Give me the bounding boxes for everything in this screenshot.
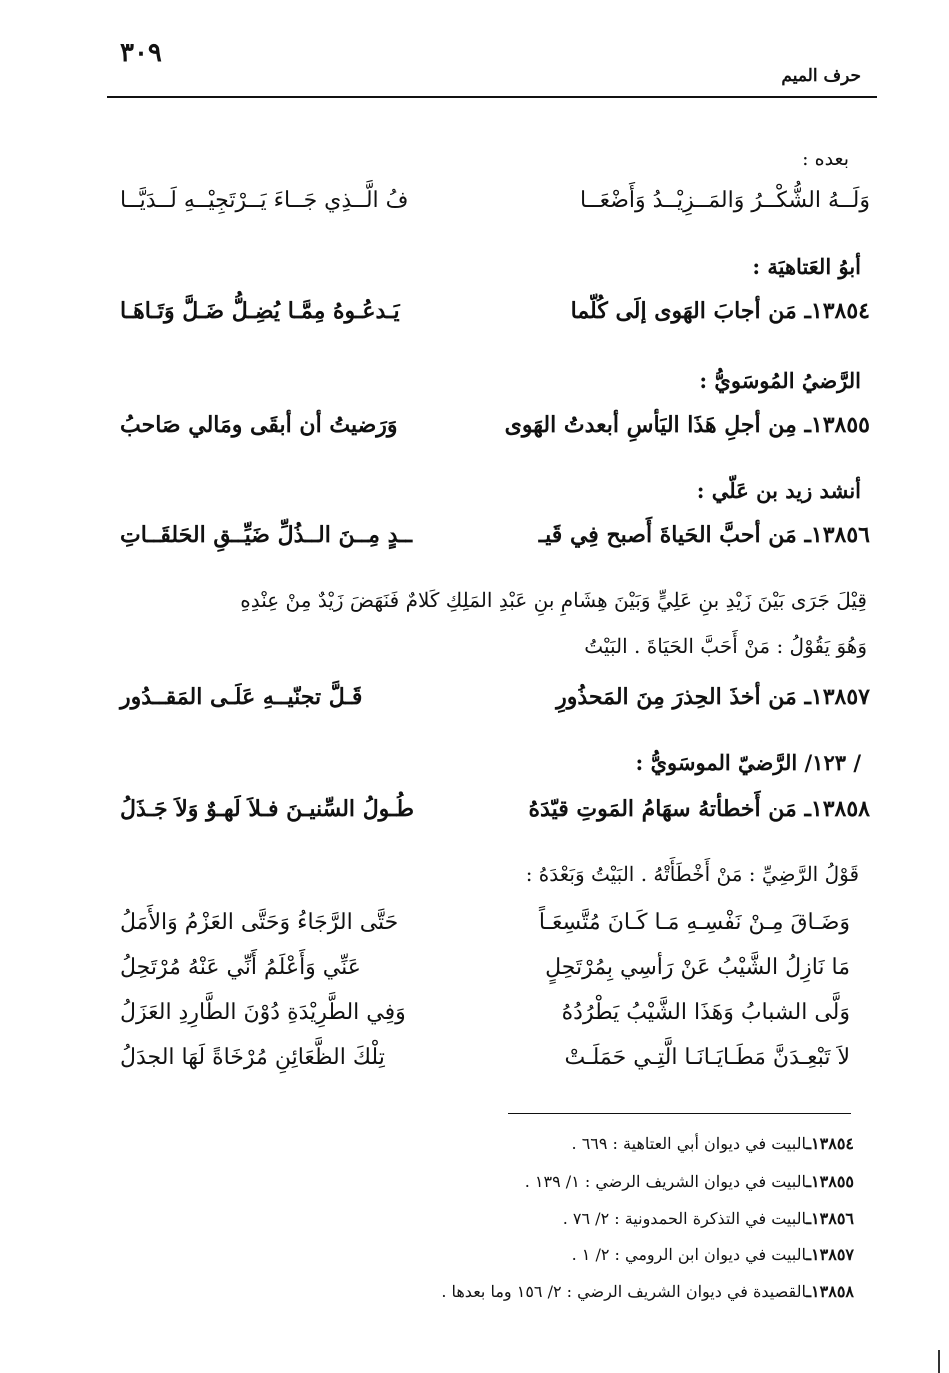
verse-second-hemistich: حَتَّى الرَّجَاءُ وَحَتَّى العَزْمُ وَالأَمَلُ — [120, 910, 399, 935]
footnote-text: البيت في ديوان ابن الرومي : ٢/ ١ . — [571, 1245, 807, 1264]
verse-first-hemistich: ١٣٨٥٤ـ مَن أجابَ الهَوى إلَى كُلّما — [570, 298, 870, 324]
verse-first-hemistich: ١٣٨٥٦ـ مَن أحبَّ الحَياةَ أَصبح فِي قَيـ — [538, 522, 870, 548]
footnote-number: ١٣٨٥٧ـ — [806, 1245, 854, 1264]
verse-first-hemistich: ١٣٨٥٥ـ مِن أجلِ هَذَا اليَأسِ أبعدتُ الهَوى — [504, 412, 870, 438]
verse-13854 — [110, 298, 870, 338]
verse-first-hemistich: لاَ تَبْعِـدَنَّ مَطَـايَـانَـا الَّتِـي حَمَلَـتْ — [564, 1045, 850, 1070]
page-number: ٣٠٩ — [120, 38, 162, 68]
footnote-item — [525, 1172, 854, 1191]
footnote-text: القصيدة في ديوان الشريف الرضي : ٢/ ١٥٦ وما بعدها . — [441, 1282, 807, 1301]
verse-second-hemistich: تِلْكَ الظَّعَائِنِ مُرْخَاةً لَهَا الجدَلُ — [120, 1045, 385, 1070]
footnote-number: ١٣٨٥٨ـ — [806, 1282, 854, 1301]
footnote-item — [441, 1282, 854, 1301]
verse-13855 — [110, 412, 870, 452]
header-rule — [107, 96, 877, 98]
poet-name-abu-alatahiya: أبوُ العَتاهيَة : — [752, 254, 861, 279]
poem-line — [110, 910, 870, 950]
verse-first-hemistich: وَضَـاقَ مِـنْ نَفْسِـهِ مَـا كَـانَ مُتَّسِعَـاً — [538, 910, 850, 935]
verse-first-hemistich: وَلَّى الشبابُ وَهَذَا الشَّيْبُ يَطْرُدُهُ — [561, 1000, 850, 1025]
verse-second-hemistich: يَـدعُـوهُ مِمَّـا يُضِـلُّ ضَـلَّ وَتَـاهَـا — [120, 298, 400, 324]
poet-name-radi-1: الرَّضيُ المُوسَويُّ : — [699, 368, 861, 393]
intro-label: بعده : — [802, 148, 849, 170]
verse-first-hemistich: ١٣٨٥٧ـ مَن أخذَ الحِذرَ مِنَ المَحذُورِ — [556, 684, 870, 710]
verse-second-hemistich: وَفِي الطَّرِيْدَةِ دُوْنَ الطَّارِدِ العَزَلُ — [120, 1000, 406, 1025]
verse-first-hemistich: ١٣٨٥٨ـ مَن أَخطأتهُ سهَامُ المَوتِ قيّدَهُ — [528, 796, 870, 822]
prose-note-zayd-line1: قِيْلَ جَرَى بَيْنَ زَيْدِ بنِ عَلِيٍّ وَبَيْنَ هِشَامِ بنِ عَبْدِ المَلِكِ كَلامٌ فَنَهَضَ زَيْدٌ مِنْ عِنْدِهِ — [240, 588, 867, 612]
footnote-item — [563, 1209, 854, 1228]
footnote-rule — [508, 1113, 851, 1114]
poet-name-radi-2: / ١٢٣/ الرَّضيّ الموسَويُّ : — [635, 750, 861, 775]
verse-13856 — [110, 522, 870, 562]
verse-13857 — [110, 684, 870, 724]
chapter-title: حرف الميم — [781, 66, 861, 86]
poet-name-zayd: أنشد زيد بن عَلّي : — [696, 478, 861, 503]
verse-continuation — [110, 188, 870, 228]
footnote-text: البيت في ديوان الشريف الرضي : ١/ ١٣٩ . — [524, 1172, 807, 1191]
scan-margin-mark — [938, 1350, 940, 1373]
poem-line — [110, 955, 870, 995]
footnote-number: ١٣٨٥٦ـ — [806, 1209, 854, 1228]
prose-note-zayd-line2: وَهُوَ يَقُوْلُ : مَنْ أَحَبَّ الحَيَاةَ . البَيْتُ — [584, 634, 867, 658]
verse-second-hemistich: طُـولُ السِّنيـنَ فـلاَ لَهـوٌ وَلاَ جَـذَلُ — [120, 796, 415, 822]
verse-second-hemistich: فُ الَّــذِي جَــاءَ يَــرْتَجِيْــهِ لَــدَيَّــا — [120, 188, 409, 213]
poem-line — [110, 1000, 870, 1040]
footnote-text: البيت في ديوان أبي العتاهية : ٦٦٩ . — [571, 1134, 807, 1153]
footnote-item — [572, 1134, 854, 1153]
verse-13858 — [110, 796, 870, 836]
footnote-item — [572, 1245, 854, 1264]
verse-second-hemistich: وَرَضيتُ أن أبقَى ومَالي صَاحبُ — [120, 412, 398, 438]
verse-second-hemistich: ــدٍ مِــنَ الــذُلِّ ضَيِّــقِ الحَلقَــاتِ — [120, 522, 413, 548]
footnote-text: البيت في التذكرة الحمدونية : ٢/ ٧٦ . — [562, 1209, 807, 1228]
verse-first-hemistich: مَا نَازِلُ الشَّيْبُ عَنْ رَأسِي بِمُرْتَحِلٍ — [545, 955, 850, 980]
verse-first-hemistich: وَلَــهُ الشُّكْــرُ وَالمَــزِيْــدُ وَأَضْعَــا — [580, 188, 870, 213]
verse-second-hemistich: عَنِّي وَأَعْلَمُ أَنِّي عَنْهُ مُرْتَحِلُ — [120, 955, 361, 980]
footnote-number: ١٣٨٥٤ـ — [806, 1134, 854, 1153]
poem-line — [110, 1045, 870, 1085]
verse-second-hemistich: قَـلَّ تجنّيــهِ عَلَـى المَقــدُور — [120, 684, 363, 710]
footnote-number: ١٣٨٥٥ـ — [806, 1172, 854, 1191]
prose-note-radi: قَوْلُ الرَّضِيِّ : مَنْ أَخْطَأَتْهُ . البَيْتُ وَبَعْدَهُ : — [525, 862, 859, 886]
